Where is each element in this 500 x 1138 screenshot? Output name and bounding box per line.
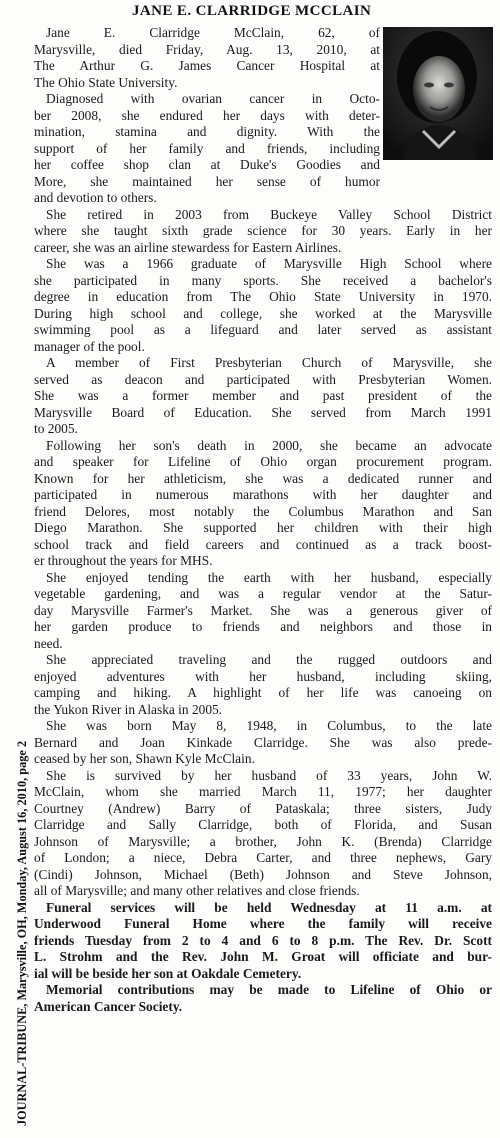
text-line: all of Marysville; and many other relatives and close friends. [34,883,360,898]
text-line: Funeral services will be held Wednesday at 11 a.m. at [46,899,492,915]
text-line: friend Delores, most notably the Columbus Marathon and San [34,503,492,519]
text-line: degree in education from The Ohio State University in 1970. [34,289,492,304]
text-line: Bernard and Joan Kinkade Clarridge. She was also prede- [34,734,492,750]
text-line: of London; a niece, Debra Carter, and three nephews, Gary [34,850,492,865]
text-line: She was a former member and past president of the [34,388,492,403]
text-line: ber 2008, she endured her days with deter- [34,107,380,123]
text-line: swimming pool as a lifeguard and later served as assistant [34,322,492,337]
newspaper-citation: JOURNAL-TRIBUNE, Marysville, OH, Monday, August 16, 2010, page 2 [15,740,29,1126]
text-line: Jane E. Clarridge McClain, 62, of [46,25,380,40]
text-line: friends Tuesday from 2 to 4 and 6 to 8 p.m. The Rev. Dr. Scott [34,932,492,948]
text-line: Johnson of Marysville; a brother, John K. (Brenda) Clarridge [34,833,492,849]
text-line: Following her son's death in 2000, she became an advocate [46,437,492,453]
text-line: Marysville, died Friday, Aug. 13, 2010, at [34,41,380,57]
text-line: vegetable gardening, and was a regular vendor at the Satur- [34,586,492,601]
text-line: and speaker for Lifeline of Ohio organ procurement program. [34,454,492,469]
text-line: the Yukon River in Alaska in 2005. [34,701,223,717]
text-line: Marysville Board of Education. She served from March 1991 [34,404,492,420]
text-line: her garden produce to friends and neighbors and those in [34,619,492,634]
text-line: career, she was an airline stewardess for Eastern Airlines. [34,239,342,255]
text-line: mination, stamina and dignity. With the [34,124,380,139]
text-line: er throughout the years for MHS. [34,553,213,568]
obituary-title: JANE E. CLARRIDGE MCCLAIN [132,3,372,19]
text-line: to 2005. [34,421,78,436]
text-line: manager of the pool. [34,338,145,354]
text-line: She enjoyed tending the earth with her husband, especially [46,569,492,585]
text-line: enjoyed adventures with her husband, including skiing, [34,668,492,684]
text-line: L. Strohm and the Rev. John M. Groat will officiate and bur- [34,949,492,964]
text-line: (Cindi) Johnson, Michael (Beth) Johnson and Steve Johnson, [34,866,492,882]
obituary-body [34,25,492,1015]
text-line: ial will be beside her son at Oakdale Cemetery. [34,965,302,981]
text-line: Known for her athleticism, she was a dedicated runner and [34,470,492,486]
text-line: Courtney (Andrew) Barry of Pataskala; three sisters, Judy [34,800,492,816]
text-line: She is survived by her husband of 33 years, John W. [46,767,492,783]
text-line: she participated in many sports. She received a bachelor's [34,272,492,288]
text-line: support of her family and friends, including [34,140,380,156]
text-line: Diego Marathon. She supported her children with their high [34,520,492,535]
text-line: She appreciated traveling and the rugged outdoors and [46,652,492,667]
text-line: need. [34,635,63,651]
text-line: school track and field careers and continued as a track boost- [34,536,492,552]
text-line: During high school and college, she worked at the Marysville [34,305,492,321]
text-line: More, she maintained her sense of humor [34,173,380,189]
text-line: Memorial contributions may be made to Lifeline of Ohio or [46,982,492,997]
text-line: McClain, whom she married March 11, 1977; her daughter [34,784,492,799]
text-line: Underwood Funeral Home where the family will receive [34,916,492,931]
text-line: and devotion to others. [34,190,157,205]
text-line: day Marysville Farmer's Market. She was a generous giver of [34,602,492,618]
text-line: A member of First Presbyterian Church of Marysville, she [46,355,492,370]
text-line: participated in numerous marathons with her daughter and [34,487,492,502]
text-line: She was born May 8, 1948, in Columbus, to the late [46,718,492,733]
text-line: She was a 1966 graduate of Marysville High School where [46,256,492,271]
text-line: Diagnosed with ovarian cancer in Octo- [46,91,380,106]
text-line: American Cancer Society. [34,998,183,1014]
text-line: The Arthur G. James Cancer Hospital at [34,58,380,73]
text-line: her coffee shop clan at Duke's Goodies and [34,157,380,172]
text-line: served as deacon and participated with Presbyterian Women. [34,371,492,387]
text-line: The Ohio State University. [34,74,178,90]
text-line: ceased by her son, Shawn Kyle McClain. [34,751,255,766]
text-line: She retired in 2003 from Buckeye Valley School District [46,206,492,222]
text-line: where she taught sixth grade science for 30 years. Early in her [34,223,492,238]
text-line: camping and hiking. A highlight of her life was canoeing on [34,685,492,700]
text-line: Clarridge and Sally Clarridge, both of Florida, and Susan [34,817,492,832]
